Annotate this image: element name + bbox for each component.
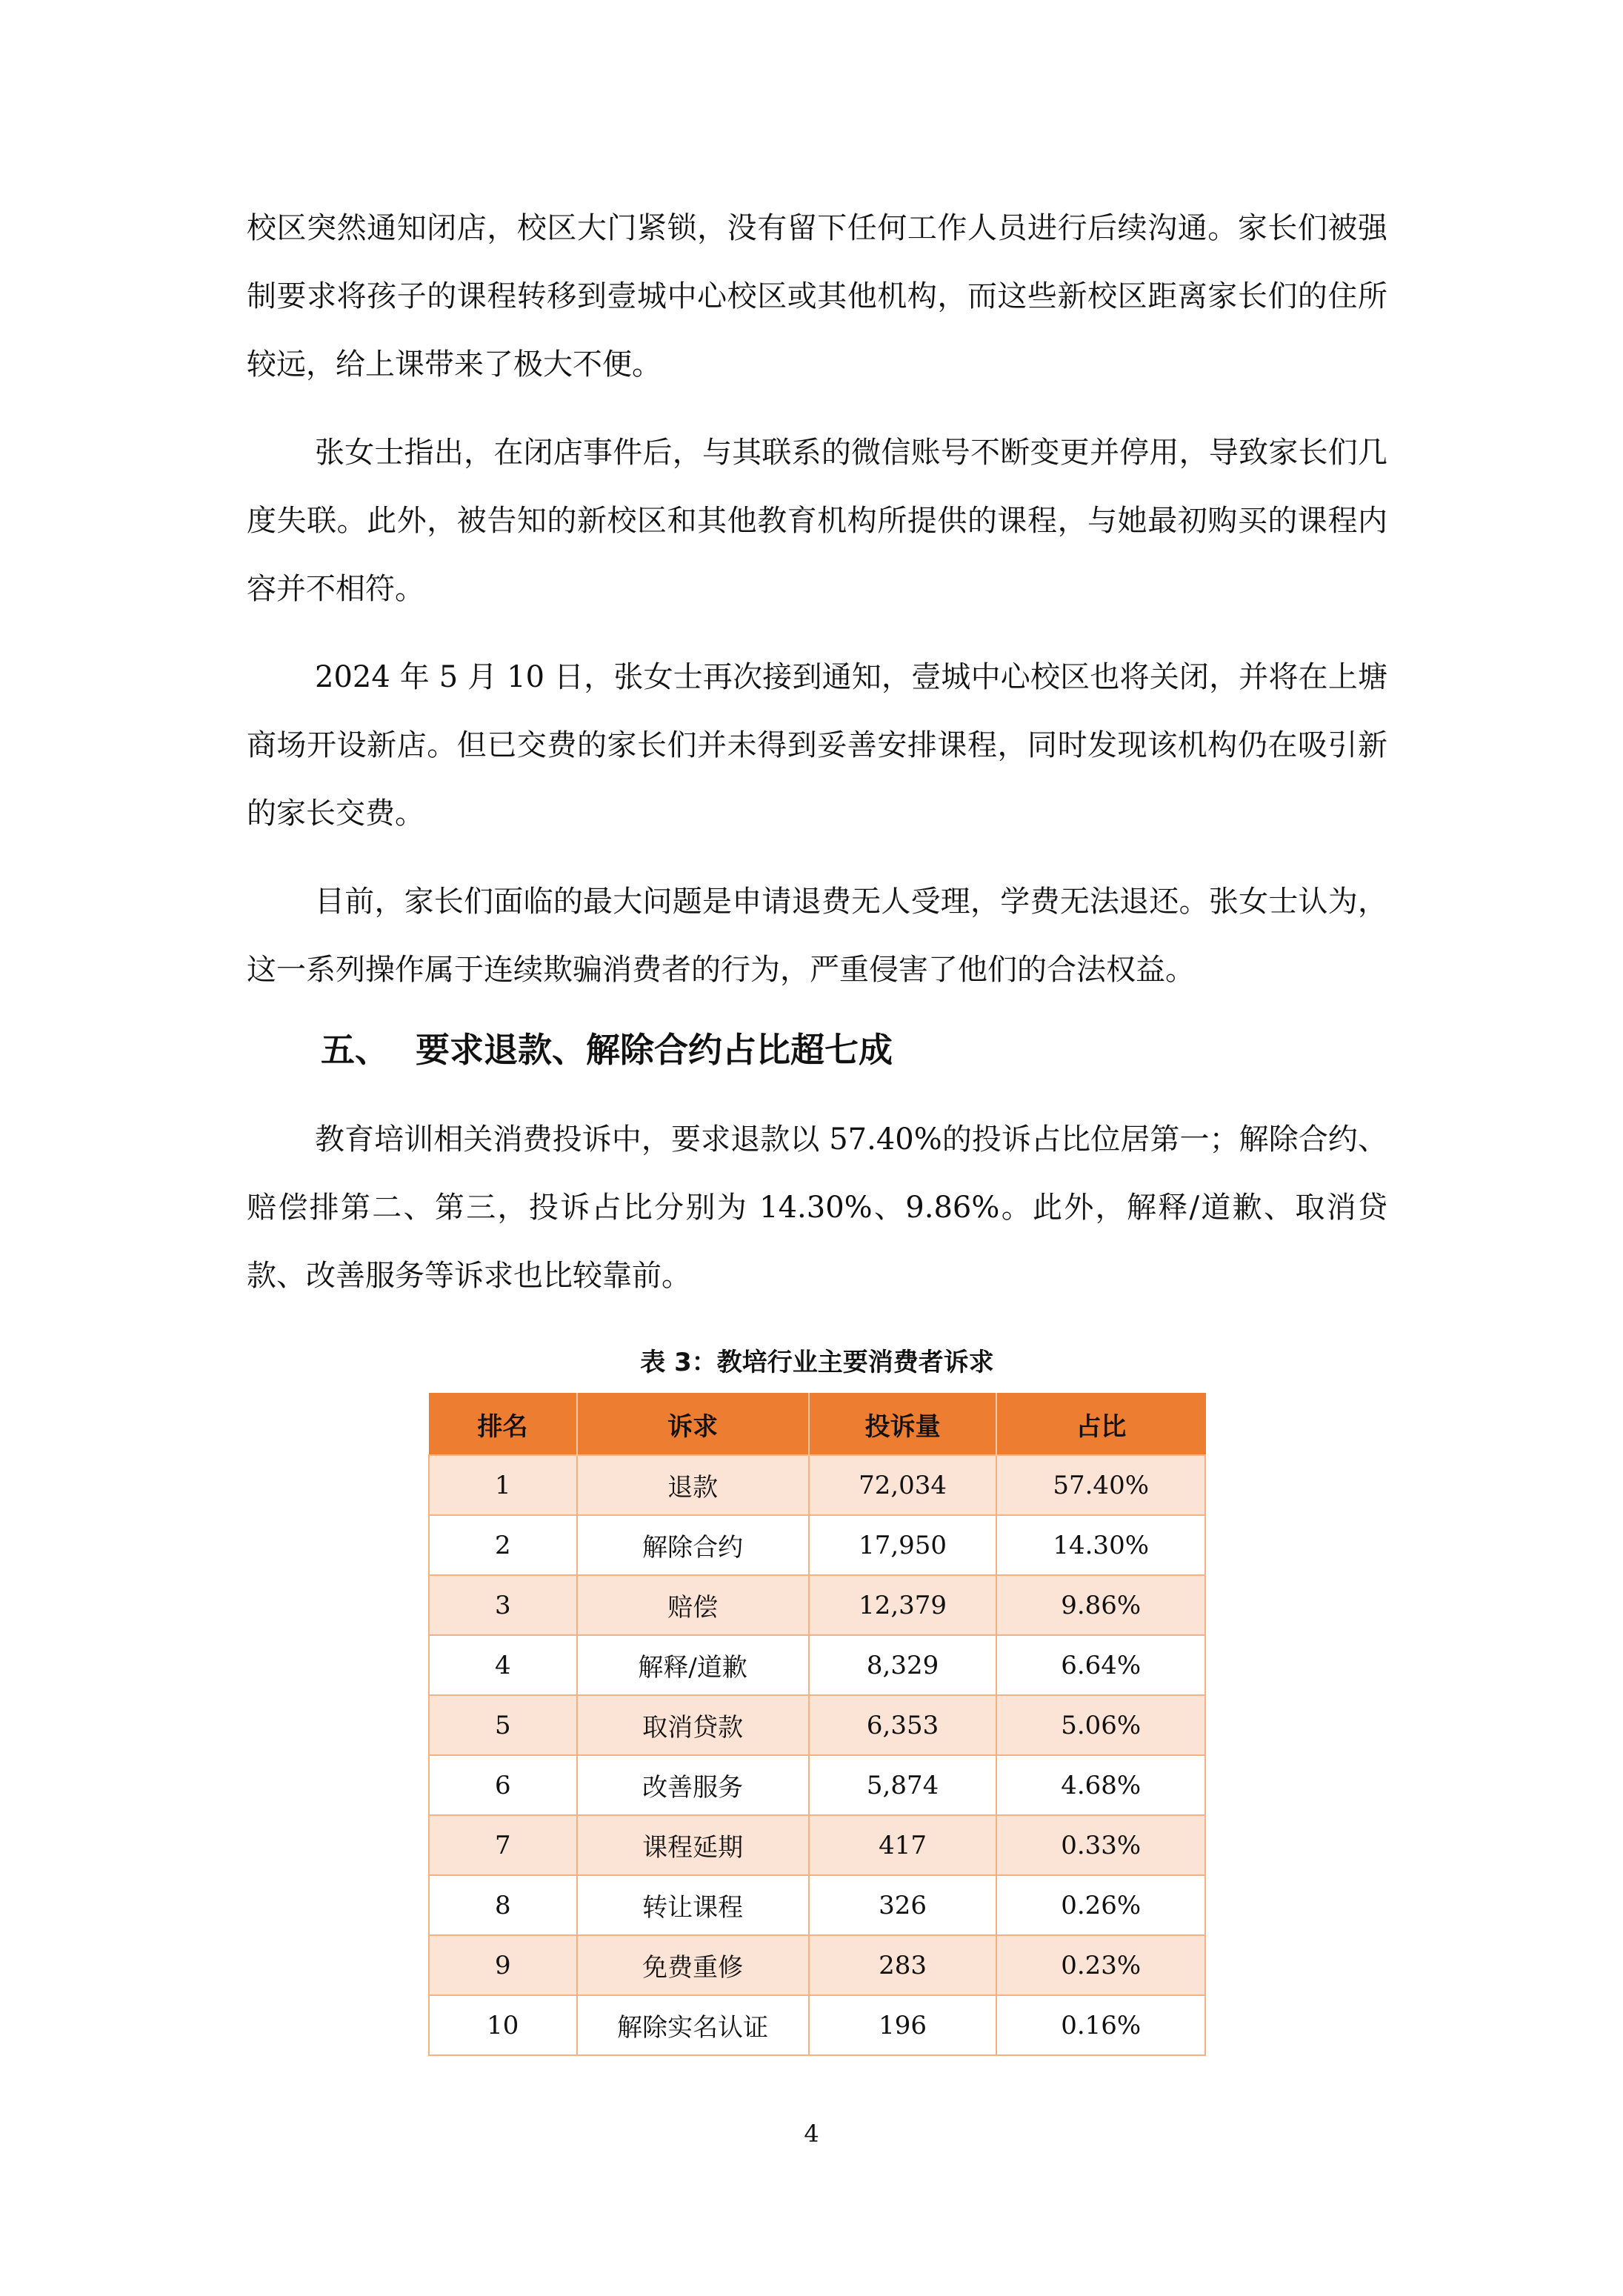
cell-share: 4.68% [996,1755,1205,1815]
table-row [429,1755,1205,1815]
table-row [429,1575,1205,1635]
cell-share: 5.06% [996,1695,1205,1755]
table-row [429,1995,1205,2055]
paragraph-3: 2024 年 5 月 10 日，张女士再次接到通知，壹城中心校区也将关闭，并将在上塘商场开设新店。但已交费的家长们并未得到妥善安排课程，同时发现该机构仍在吸引新的家长交费。 [247,660,1387,831]
section-paragraph: 教育培训相关消费投诉中，要求退款以 57.40%的投诉占比位居第一；解除合约、赔偿排第二、第三，投诉占比分别为 14.30%、9.86%。此外，解释/道歉、取消贷款、改善服务等诉求也比较靠前。 [247,1122,1387,1293]
cell-share: 57.40% [996,1455,1205,1515]
section-heading [321,1024,1387,1076]
cell-count: 196 [809,1995,997,2055]
cell-demand: 退款 [577,1455,809,1515]
table-caption: 表 3：教培行业主要消费者诉求 [640,1348,994,1377]
cell-demand: 改善服务 [577,1755,809,1815]
cell-rank: 9 [429,1935,577,1995]
table-row [429,1455,1205,1515]
cell-share: 0.16% [996,1995,1205,2055]
cell-share: 0.23% [996,1935,1205,1995]
header-rank: 排名 [429,1394,577,1456]
cell-rank: 10 [429,1995,577,2055]
header-count: 投诉量 [809,1394,997,1456]
table-row [429,1635,1205,1695]
cell-count: 72,034 [809,1455,997,1515]
cell-demand: 课程延期 [577,1815,809,1875]
cell-count: 12,379 [809,1575,997,1635]
cell-share: 6.64% [996,1635,1205,1695]
table-row [429,1515,1205,1575]
cell-demand: 免费重修 [577,1935,809,1995]
paragraph-1: 校区突然通知闭店，校区大门紧锁，没有留下任何工作人员进行后续沟通。家长们被强制要求将孩子的课程转移到壹城中心校区或其他机构，而这些新校区距离家长们的住所较远，给上课带来了极大不便。 [247,211,1387,382]
cell-count: 8,329 [809,1635,997,1695]
cell-count: 6,353 [809,1695,997,1755]
table-header-row [429,1394,1205,1456]
cell-demand: 取消贷款 [577,1695,809,1755]
cell-count: 5,874 [809,1755,997,1815]
page-content [247,194,1387,2056]
cell-demand: 解释/道歉 [577,1635,809,1695]
cell-rank: 8 [429,1875,577,1935]
cell-rank: 5 [429,1695,577,1755]
header-share: 占比 [996,1394,1205,1456]
cell-share: 0.26% [996,1875,1205,1935]
cell-rank: 3 [429,1575,577,1635]
cell-demand: 解除实名认证 [577,1995,809,2055]
page-number: 4 [804,2120,819,2148]
cell-rank: 1 [429,1455,577,1515]
cell-share: 9.86% [996,1575,1205,1635]
cell-demand: 解除合约 [577,1515,809,1575]
cell-rank: 2 [429,1515,577,1575]
table-row [429,1695,1205,1755]
cell-count: 17,950 [809,1515,997,1575]
paragraph-2: 张女士指出，在闭店事件后，与其联系的微信账号不断变更并停用，导致家长们几度失联。此外，被告知的新校区和其他教育机构所提供的课程，与她最初购买的课程内容并不相符。 [247,436,1387,606]
table-row [429,1935,1205,1995]
section-title: 要求退款、解除合约占比超七成 [416,1030,893,1070]
header-demand: 诉求 [577,1394,809,1456]
cell-share: 14.30% [996,1515,1205,1575]
table-row [429,1875,1205,1935]
cell-rank: 4 [429,1635,577,1695]
paragraph-4: 目前，家长们面临的最大问题是申请退费无人受理，学费无法退还。张女士认为，这一系列操作属于连续欺骗消费者的行为，严重侵害了他们的合法权益。 [247,885,1387,987]
section-number: 五、 [321,1030,389,1070]
complaints-table [428,1393,1206,2056]
cell-demand: 转让课程 [577,1875,809,1935]
cell-rank: 7 [429,1815,577,1875]
cell-count: 417 [809,1815,997,1875]
cell-rank: 6 [429,1755,577,1815]
cell-count: 326 [809,1875,997,1935]
cell-share: 0.33% [996,1815,1205,1875]
table-row [429,1815,1205,1875]
cell-demand: 赔偿 [577,1575,809,1635]
cell-count: 283 [809,1935,997,1995]
